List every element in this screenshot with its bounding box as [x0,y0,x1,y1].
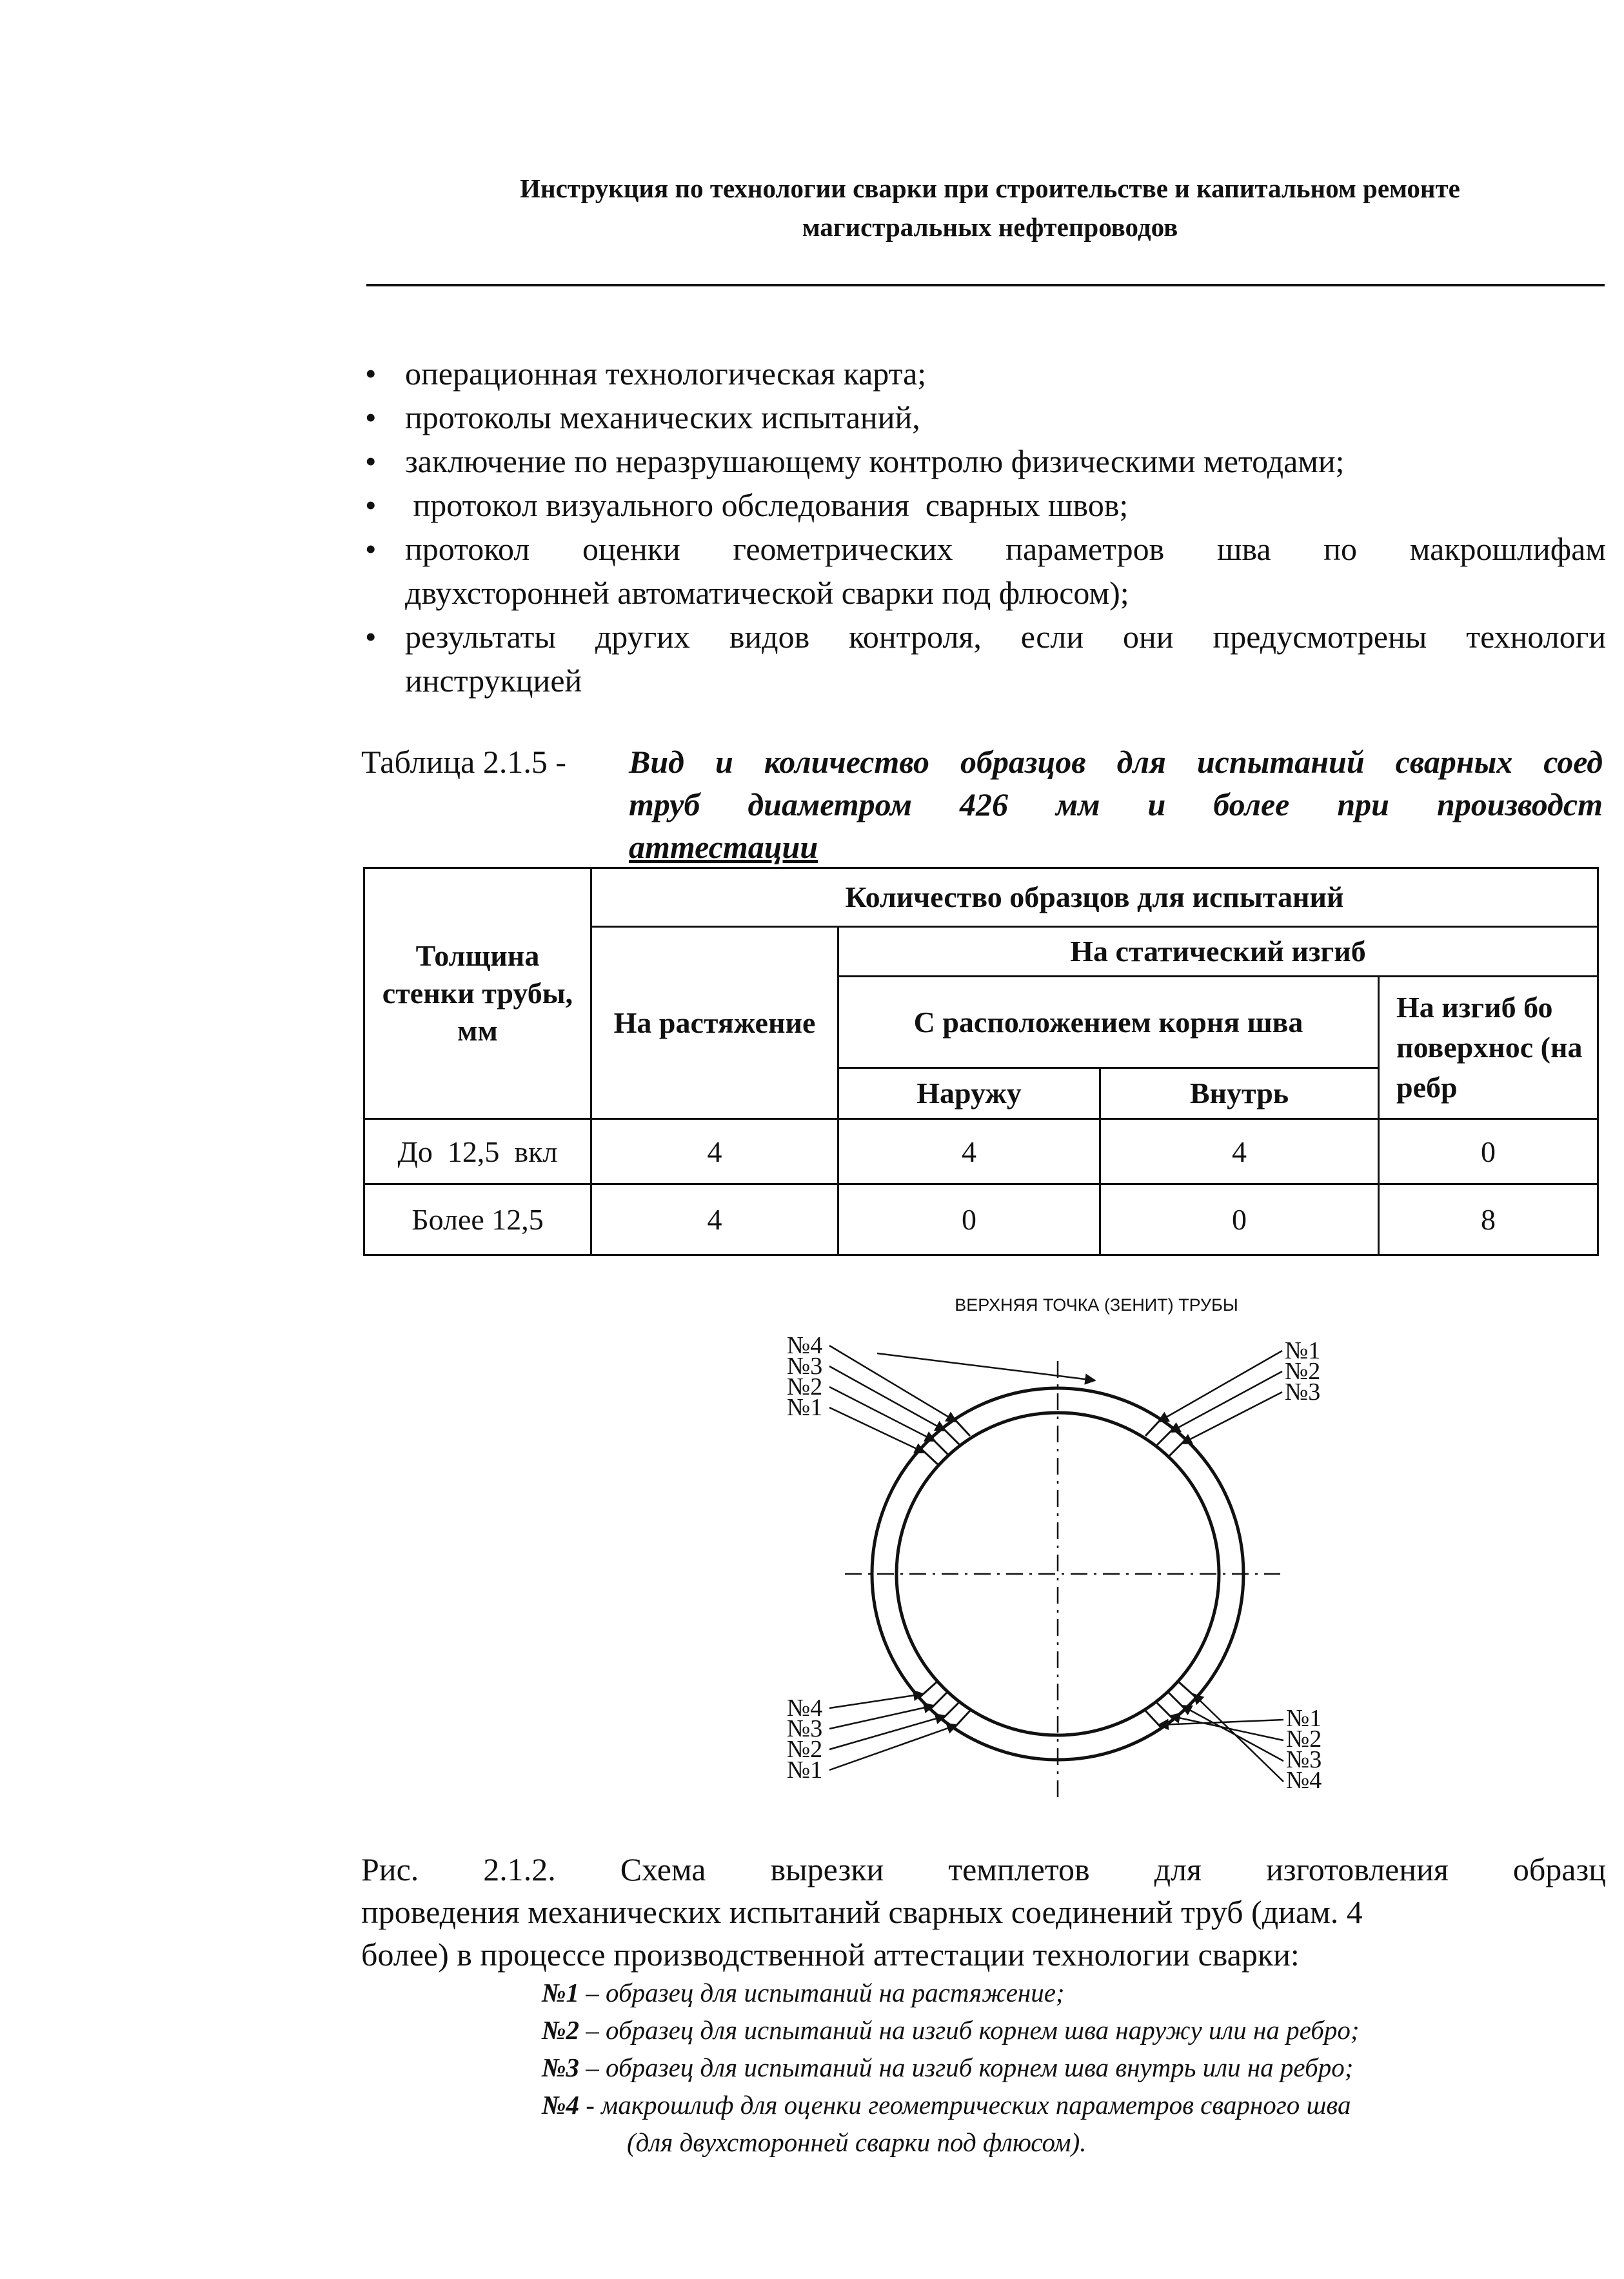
label-bottom-right-2: №2 [1286,1726,1322,1753]
legend-item: №4 - макрошлиф для оценки геометрических параметров сварного шва [542,2090,1351,2120]
list-item: • протокол визуального обследования сварных швов; [361,483,1606,527]
label-bottom-right-3: №3 [1286,1746,1322,1773]
list-item: • результаты других видов контроля, если они предусмотрены технологи инструкцией [361,615,1606,702]
specimen-table [363,867,1599,1256]
label-top-left-3: №3 [787,1353,823,1380]
header-line-2: магистральных нефтепроводов [802,212,1178,242]
label-top-left-2: №2 [787,1373,823,1400]
label-bottom-left-3: №3 [787,1715,823,1742]
header-tension: На растяжение [591,927,838,1119]
label-bottom-left-4: №4 [787,1695,823,1722]
label-top-right-1: №1 [1285,1337,1321,1364]
list-item: • операционная технологическая карта; [361,352,1606,395]
header-root-position: С расположением корня шва [838,977,1379,1068]
label-bottom-right-1: №1 [1286,1705,1322,1732]
figure-legend [542,1974,1612,2161]
pipe-outer-wall [872,1388,1243,1760]
label-bottom-left-2: №2 [787,1736,823,1763]
table-row: До 12,5 вкл 4 4 4 0 [364,1119,1598,1184]
page-cutoff-mask [1603,851,1624,1277]
table-row: Более 12,5 4 0 0 8 [364,1184,1598,1255]
header-inward: Внутрь [1100,1068,1379,1119]
header-divider [366,284,1605,286]
table-caption-title: Вид и количество образцов для испытаний сварных соед труб диаметром 426 мм и более при производст аттестации [629,744,1603,865]
header-count: Количество образцов для испытаний [591,868,1598,927]
header-thickness: Толщина стенки трубы, мм [364,868,591,1119]
list-item: • заключение по неразрушающему контролю физическими методами; [361,439,1606,483]
zenith-label: ВЕРХНЯЯ ТОЧКА (ЗЕНИТ) ТРУБЫ [955,1295,1238,1315]
header-outward: Наружу [838,1068,1100,1119]
list-item: • протоколы механических испытаний, [361,395,1606,439]
label-top-left-1: №1 [787,1394,823,1421]
template-cutting-diagram [767,1284,1348,1832]
label-top-right-2: №2 [1285,1358,1321,1385]
table-caption-label: Таблица 2.1.5 - [361,744,566,780]
legend-item: (для двухсторонней сварки под флюсом). [627,2127,1087,2157]
figure-caption: Рис. 2.1.2. Схема вырезки темплетов для изготовления образц проведения механических испытаний сварных соединений труб (диам. 4 более) в процессе производственной аттестации технологии сварки: [361,1851,1606,1973]
legend-item: №1 – образец для испытаний на растяжение; [542,1978,1065,2007]
label-bottom-left-1: №1 [787,1757,823,1784]
zenith-pointer [877,1353,1095,1380]
legend-item: №3 – образец для испытаний на изгиб корнем шва внутрь или на ребро; [542,2053,1354,2082]
legend-item: №2 – образец для испытаний на изгиб корнем шва наружу или на ребро; [542,2015,1360,2045]
list-item: • протокол оценки геометрических параметров шва по макрошлифам двухсторонней автоматической сварки под флюсом); [361,527,1606,615]
header-side-bend: На изгиб бо поверхнос (на ребр [1379,977,1598,1119]
header-static-bend: На статический изгиб [838,927,1598,977]
label-top-left-4: №4 [787,1332,823,1359]
header-line-1: Инструкция по технологии сварки при строительстве и капитальном ремонте [520,174,1460,203]
label-top-right-3: №3 [1285,1378,1321,1406]
document-header [361,169,1619,246]
label-bottom-right-4: №4 [1286,1767,1322,1794]
documents-list [361,352,1606,702]
